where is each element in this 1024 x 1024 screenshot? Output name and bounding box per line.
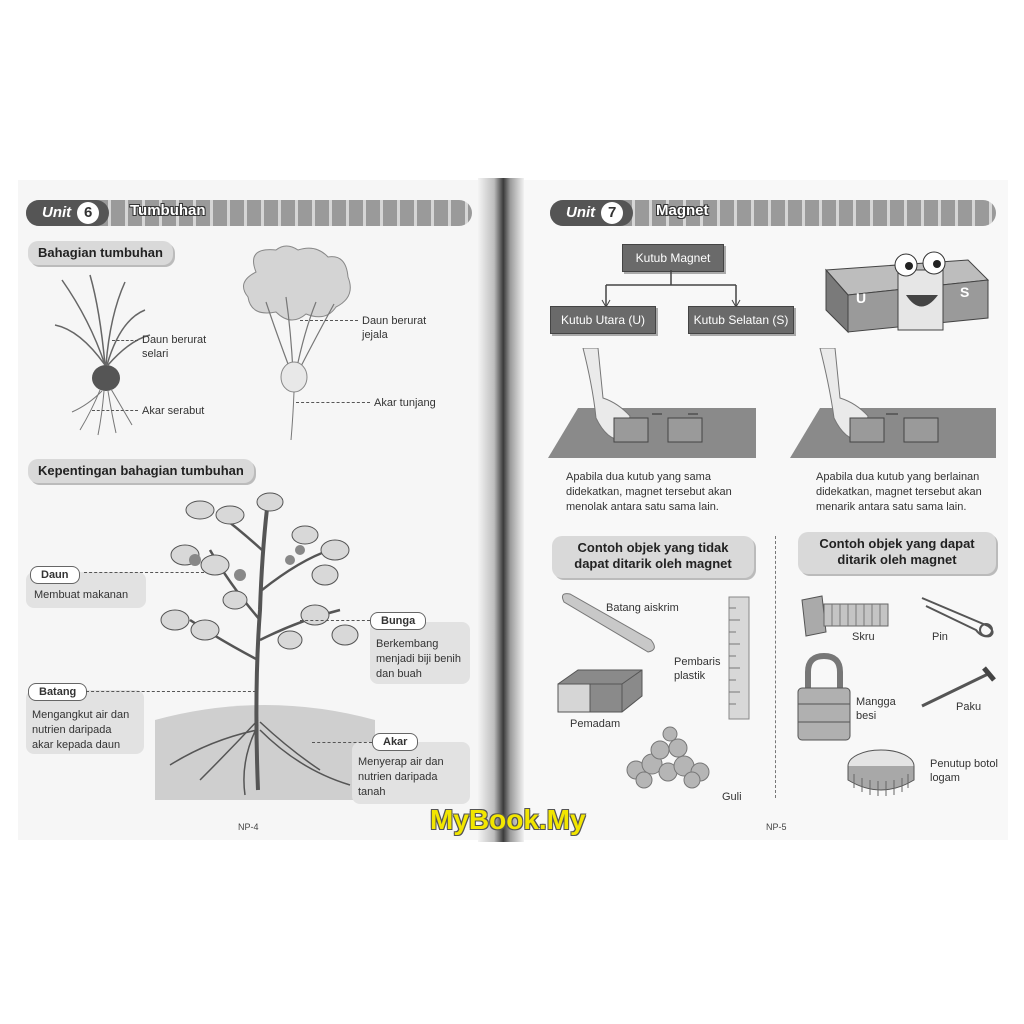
safety-pin-icon: [916, 592, 998, 640]
pointer-line: [84, 572, 204, 573]
column-divider: [775, 536, 776, 798]
pointer-line: [312, 742, 372, 743]
magnet-u-label: U: [856, 290, 867, 306]
non-magnetic-objects-title: Contoh objek yang tidak dapat ditarik oleh magnet: [552, 536, 754, 578]
unit-6-pill: [26, 200, 109, 226]
magnetic-objects-title: Contoh objek yang dapat ditarik oleh magnet: [798, 532, 996, 574]
watermark: MyBook.My: [430, 804, 586, 835]
marbles-icon: [616, 720, 726, 790]
unit-label: Unit: [42, 204, 72, 221]
book-gutter: [478, 178, 524, 842]
magnet-attract-illustration: [790, 348, 996, 460]
pointer-line: [296, 402, 370, 403]
page-number-right: NP-5: [766, 822, 787, 832]
bunga-title: Bunga: [370, 612, 426, 630]
pointer-line: [86, 691, 256, 692]
magnet-s-label: S: [960, 284, 970, 300]
label-daun-berurat-selari: Daun berurat selari: [142, 334, 207, 360]
unit-6-banner: [26, 200, 472, 226]
plastic-ruler-icon: [728, 596, 752, 722]
label-mangga-besi: Mangga besi: [856, 696, 896, 722]
tap-root-plant-illustration: [236, 242, 361, 442]
pointer-line: [300, 320, 358, 321]
attract-description: Apabila dua kutub yang berlainan didekatkan, magnet tersebut akan menarik antara satu sama lain.: [816, 471, 982, 513]
label-pin: Pin: [932, 631, 948, 643]
batang-text: Mengangkut air dan nutrien daripada akar kepada daun: [32, 709, 130, 751]
hierarchy-connector: [596, 270, 746, 308]
unit-number: 6: [77, 202, 99, 224]
label-skru: Skru: [852, 631, 875, 643]
tomato-plant-illustration: [150, 490, 380, 800]
unit-7-banner: [550, 200, 996, 226]
page-number-left: NP-4: [238, 822, 259, 832]
label-daun-berurat-jejala: Daun berurat jejala: [362, 315, 427, 341]
metal-bottle-cap-icon: [844, 744, 918, 802]
section-title-bahagian: Bahagian tumbuhan: [28, 241, 173, 265]
kutub-magnet-box: Kutub Magnet: [622, 244, 724, 272]
label-pemadam: Pemadam: [570, 718, 621, 730]
label-batang-aiskrim: Batang aiskrim: [606, 602, 679, 614]
label-pembaris-plastik: Pembaris plastik: [674, 656, 721, 682]
label-penutup-botol-logam: Penutup botol logam: [930, 758, 998, 784]
akar-text: Menyerap air dan nutrien daripada tanah: [358, 756, 444, 798]
bunga-text: Berkembang menjadi biji benih dan buah: [376, 638, 461, 680]
kutub-selatan-box: Kutub Selatan (S): [688, 306, 794, 334]
repel-description: Apabila dua kutub yang sama didekatkan, magnet tersebut akan menolak antara satu sama lain.: [566, 471, 732, 513]
daun-text: Membuat makanan: [34, 589, 129, 601]
iron-padlock-icon: [794, 652, 854, 744]
label-paku: Paku: [956, 701, 982, 713]
unit-number: 7: [601, 202, 623, 224]
screw-icon: [800, 592, 892, 640]
daun-title: Daun: [30, 566, 80, 584]
section-title-kepentingan: Kepentingan bahagian tumbuhan: [28, 459, 254, 483]
unit-label: Unit: [566, 204, 596, 221]
pointer-line: [112, 340, 138, 341]
pointer-line: [300, 620, 370, 621]
label-akar-serabut: Akar serabut: [142, 405, 205, 417]
label-guli: Guli: [722, 791, 742, 803]
magnet-repel-illustration: [548, 348, 756, 460]
pointer-line: [92, 410, 138, 411]
kutub-utara-box: Kutub Utara (U): [550, 306, 656, 334]
unit-7-pill: [550, 200, 633, 226]
akar-title: Akar: [372, 733, 418, 751]
eraser-icon: [556, 666, 646, 716]
unit-title: Magnet: [656, 202, 709, 219]
label-akar-tunjang: Akar tunjang: [374, 397, 436, 409]
batang-title: Batang: [28, 683, 87, 701]
unit-title: Tumbuhan: [130, 202, 206, 219]
